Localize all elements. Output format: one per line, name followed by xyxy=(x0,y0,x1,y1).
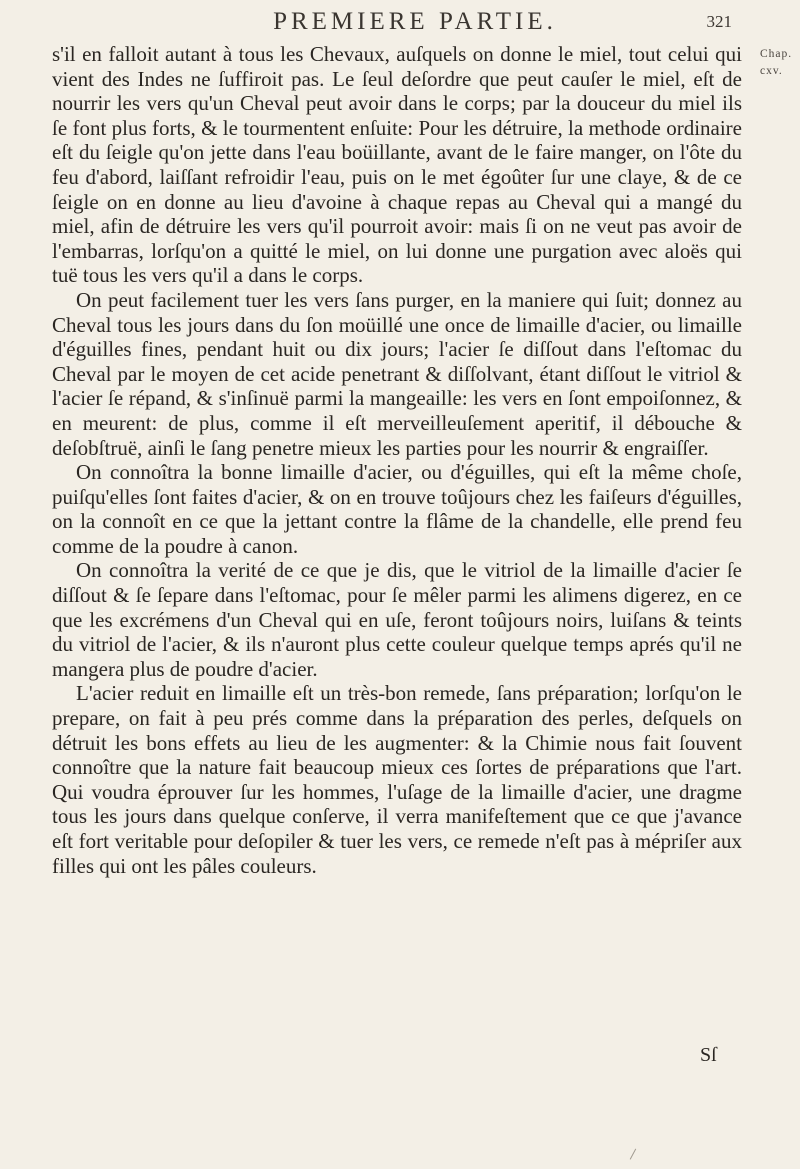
paragraph-5: L'acier reduit en limaille eſt un très-bon remede, ſans préparation; lorſqu'on le prepare, on fait à peu prés comme dans la préparation des perles, deſquels on détruit les bons effets au lieu de les augmenter: & la Chimie nous fait ſouvent connoître que la nature fait beaucoup mieux ces ſortes de préparations que l'art. Qui voudra éprouver ſur les hommes, l'uſage de la limaille d'acier, une dragme tous les jours dans quelque conſerve, il verra manifeſtement que ce que j'avance eſt fort veritable pour deſopiler & tuer les vers, ce remede n'eſt pas à mépriſer aux filles qui ont les pâles couleurs. xyxy=(52,681,742,878)
paragraph-2: On peut facilement tuer les vers ſans purger, en la maniere qui ſuit; donnez au Cheval tous les jours dans du ſon moüillé une once de limaille d'acier, ou limaille d'éguilles fines, pendant huit ou dix jours; l'acier ſe diſſout dans l'eſtomac du Cheval par le moyen de cet acide penetrant & diſſolvant, étant diſſout le vitriol & l'acier ſe répand, & s'inſinuë parmi la mangeaille: les vers en ſont empoiſonnez, & en meurent: de plus, comme il eſt merveilleuſement aperitif, il débouche & deſobſtruë, ainſi le ſang penetre mieux les parties pour les nourrir & engraiſſer. xyxy=(52,287,742,460)
chapter-margin-note xyxy=(760,46,800,80)
paragraph-3: On connoîtra la bonne limaille d'acier, ou d'éguilles, qui eſt la même choſe, puiſqu'elles ſont faites d'acier, & on en trouve toûjours chez les faiſeurs d'éguilles, on la connoît en ce que la jettant contre la flâme de la chandelle, elle prend feu comme de la poudre à canon. xyxy=(52,460,742,558)
paragraph-4: On connoîtra la verité de ce que je dis, que le vitriol de la limaille d'acier ſe diſſout & ſe ſepare dans l'eſtomac, pour ſe mêler parmi les alimens digerez, en ce que les excrémens d'un Cheval qui en uſe, feront toûjours noirs, luiſans & teints du vitriol de l'acier, & ils n'auront plus cette couleur quelque temps aprés qu'il ne mangera plus de poudre d'acier. xyxy=(52,558,742,681)
chapter-number: cxv. xyxy=(760,65,783,77)
paragraph-1: s'il en falloit autant à tous les Chevaux, auſquels on donne le miel, tout celui qui vient des Indes ne ſuffiroit pas. Le ſeul deſordre que peut cauſer le miel, eſt de nourrir les vers qu'un Cheval peut avoir dans le corps; par la douceur du miel ils ſe font plus forts, & le tourmentent enſuite: Pour les détruire, la methode ordinaire eſt du ſeigle qu'on jette dans l'eau boüillante, avant de le faire manger, on l'ôte du feu d'abord, laiſſant refroidir l'eau, puis on le met égoûter ſur une claye, & de ce ſeigle on en donne au lieu d'avoine à chaque repas au Cheval qui a mangé du miel, afin de détruire les vers qu'il pourroit avoir: mais ſi on ne veut pas avoir de l'embarras, lorſqu'on a quitté le miel, on lui donne une purgation avec aloës qui tuë tous les vers qu'il a dans le corps. xyxy=(52,42,742,288)
page-number: 321 xyxy=(706,12,732,31)
page-header xyxy=(90,8,740,42)
page-blemish xyxy=(630,1149,644,1164)
chapter-label: Chap. xyxy=(760,48,793,60)
signature-mark: Sſ xyxy=(700,1044,717,1066)
body-text xyxy=(52,42,742,878)
running-head: PREMIERE PARTIE. xyxy=(273,8,557,35)
